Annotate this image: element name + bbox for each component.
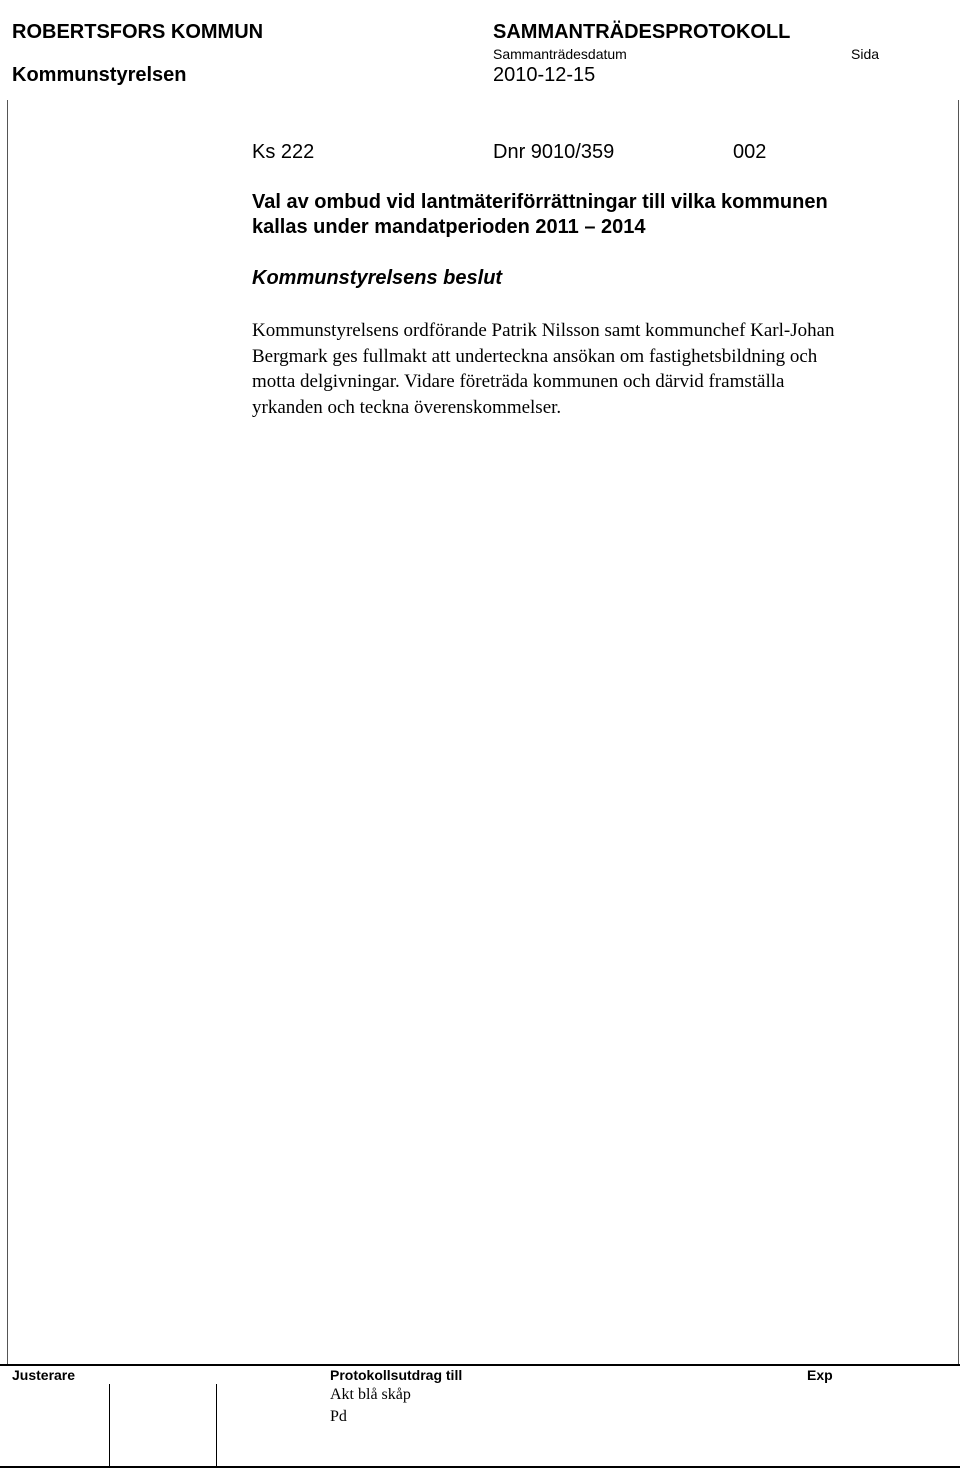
decision-line: motta delgivningar. Vidare företräda kommunen och därvid framställa <box>252 371 785 392</box>
document-type: SAMMANTRÄDESPROTOKOLL <box>493 21 791 43</box>
page-label: Sida <box>851 46 880 62</box>
case-code: 002 <box>733 141 767 163</box>
recipient-item: Pd <box>330 1408 347 1425</box>
signature-divider <box>109 1384 110 1466</box>
protocol-extract-label: Protokollsutdrag till <box>330 1367 463 1383</box>
decision-heading: Kommunstyrelsens beslut <box>252 267 503 289</box>
decision-line: Kommunstyrelsens ordförande Patrik Nilsson samt kommunchef Karl-Johan <box>252 320 835 341</box>
decision-line: yrkanden och teckna överenskommelser. <box>252 396 562 418</box>
board-name: Kommunstyrelsen <box>12 64 187 86</box>
footer-bottom-border <box>0 1466 960 1468</box>
organization-name: ROBERTSFORS KOMMUN <box>12 21 264 43</box>
frame-left-line <box>7 100 8 1365</box>
justerare-label: Justerare <box>12 1367 76 1383</box>
decision-line: Bergmark ges fullmakt att underteckna ansökan om fastighetsbildning och <box>252 345 818 367</box>
frame-right-line <box>958 100 959 1365</box>
exp-label: Exp <box>807 1367 833 1383</box>
case-title-line-2: kallas under mandatperioden 2011 – 2014 <box>252 216 646 238</box>
footer-top-border <box>0 1364 960 1366</box>
case-title-line-1: Val av ombud vid lantmäteriförrättningar till vilka kommunen <box>252 191 828 213</box>
signature-divider <box>216 1384 217 1466</box>
case-number: Ks 222 <box>252 141 315 163</box>
meeting-date: 2010-12-15 <box>493 64 596 86</box>
meeting-date-label: Sammanträdesdatum <box>493 46 627 62</box>
decision-text <box>252 318 952 420</box>
diary-number: Dnr 9010/359 <box>493 141 615 163</box>
recipient-item: Akt blå skåp <box>330 1386 411 1403</box>
